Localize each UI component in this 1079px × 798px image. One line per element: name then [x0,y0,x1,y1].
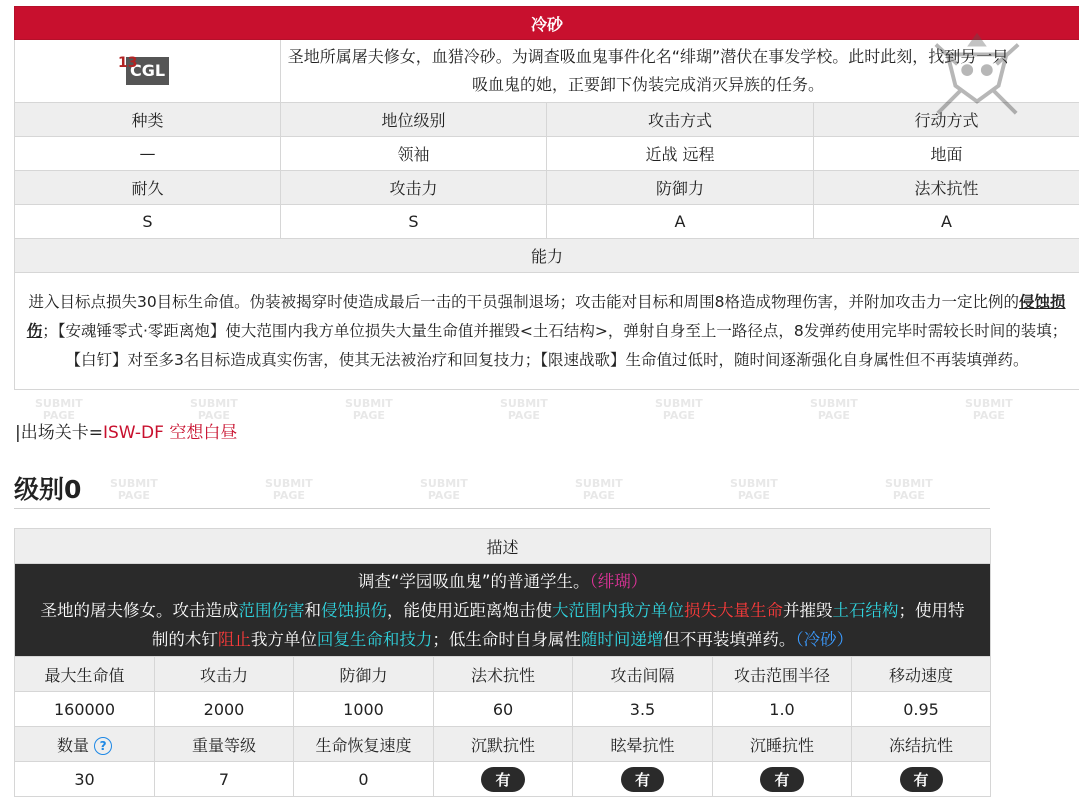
enemy-portrait-cell [15,40,281,103]
value-count: 30 [15,762,155,797]
header-hp-regen: 生命恢复速度 [294,727,434,762]
level-stats-table [14,528,991,797]
enemy-code-text: CGL [129,61,166,80]
header-silence-res: 沉默抗性 [434,727,573,762]
watermark: SUBMIT PAGE [730,477,778,502]
header-attack-interval: 攻击间隔 [573,657,713,692]
value-freeze-res [852,762,991,797]
stage-label: |出场关卡= [15,423,103,443]
description-text: 并摧毁 [783,600,833,620]
keyword-highlight: 侵蚀损伤 [321,600,388,620]
enemy-name-header: 冷砂 [15,7,1079,40]
watermark: SUBMIT PAGE [655,397,703,422]
value-defense: 1000 [294,692,434,727]
value-max-hp: 160000 [15,692,155,727]
keyword-highlight: 大范围内我方单位 [552,600,685,620]
question-circle-icon[interactable]: ? [94,737,112,755]
info-value-movement: 地面 [814,137,1079,171]
info-header-type: 种类 [15,103,281,137]
enemy-level-number: 13 [117,55,138,71]
keyword-highlight: 土石结构 [832,600,899,620]
header-sleep-res: 沉睡抗性 [713,727,852,762]
watermark: SUBMIT PAGE [965,397,1013,422]
description-text: 我方单位 [250,629,317,649]
description-text: 和 [304,600,322,620]
stat-header-endurance: 耐久 [15,171,281,205]
header-weight: 重量等级 [155,727,294,762]
immune-badge: 有 [760,767,803,792]
stat-value-endurance: S [15,205,281,239]
value-move-speed: 0.95 [852,692,991,727]
keyword-highlight: 范围伤害 [238,600,305,620]
watermark: SUBMIT PAGE [885,477,933,502]
alias-tag: （冷砂） [795,629,854,649]
immune-badge: 有 [481,767,524,792]
header-range: 攻击范围半径 [713,657,852,692]
count-label: 数量 [56,735,89,755]
stage-link[interactable]: ISW-DF 空想白昼 [102,423,238,443]
keyword-highlight: 回复生命和技力 [316,629,433,649]
immune-badge: 有 [900,767,943,792]
watermark: SUBMIT PAGE [420,477,468,502]
watermark: SUBMIT PAGE [265,477,313,502]
info-header-attack-type: 攻击方式 [547,103,814,137]
alias-tag: （绯瑚） [589,571,648,591]
keyword-highlight: 随时间递增 [580,629,664,649]
watermark: SUBMIT PAGE [35,397,83,422]
enemy-code-badge [117,55,169,85]
enemy-description: 圣地所属屠夫修女，血猎冷砂。为调查吸血鬼事件化名“绯瑚”潜伏在事发学校。此时此刻，找到另一只吸血鬼的她，正要卸下伪装完成消灭异族的任务。 [281,40,1079,103]
header-move-speed: 移动速度 [852,657,991,692]
header-res: 法术抗性 [434,657,573,692]
description-text: 调查“学园吸血鬼”的普通学生。 [357,571,590,591]
stage-line [15,418,237,443]
stat-header-defense: 防御力 [547,171,814,205]
watermark: SUBMIT PAGE [190,397,238,422]
value-hp-regen: 0 [294,762,434,797]
faction-logo-icon [928,24,1026,124]
header-freeze-res: 冻结抗性 [852,727,991,762]
watermark: SUBMIT PAGE [575,477,623,502]
value-stun-res [573,762,713,797]
description-text: 但不再装填弹药。 [663,629,796,649]
level-description [15,564,991,657]
info-value-rank: 领袖 [281,137,547,171]
stat-header-res: 法术抗性 [814,171,1079,205]
info-value-type: — [15,137,281,171]
stat-value-defense: A [547,205,814,239]
heading-divider [14,508,990,509]
ability-text [15,273,1079,390]
header-count [15,727,155,762]
description-line-1 [35,567,970,596]
erosion-damage-link[interactable]: 侵蚀损伤 [26,292,1066,340]
header-defense: 防御力 [294,657,434,692]
keyword-warning: 损失大量生命 [684,600,784,620]
value-silence-res [434,762,573,797]
value-res: 60 [434,692,573,727]
immune-badge: 有 [621,767,664,792]
value-attack-interval: 3.5 [573,692,713,727]
ability-header: 能力 [15,239,1079,273]
info-header-movement: 行动方式 [814,103,1079,137]
description-text: ，能使用近距离炮击使 [387,600,553,620]
header-attack: 攻击力 [155,657,294,692]
value-attack: 2000 [155,692,294,727]
value-sleep-res [713,762,852,797]
stat-header-attack: 攻击力 [281,171,547,205]
value-weight: 7 [155,762,294,797]
enemy-info-table [14,6,1079,390]
stat-value-attack: S [281,205,547,239]
ability-text-part: 进入目标点损失30目标生命值。伪装被揭穿时使造成最后一击的干员强制退场；攻击能对目标和周围8格造成物理伤害，并附加攻击力一定比例的 [28,292,1020,311]
level-heading: 级别0 [14,475,82,504]
watermark: SUBMIT PAGE [500,397,548,422]
description-header: 描述 [15,529,991,564]
header-stun-res: 眩晕抗性 [573,727,713,762]
info-value-attack-type: 近战 远程 [547,137,814,171]
info-header-rank: 地位级别 [281,103,547,137]
watermark: SUBMIT PAGE [345,397,393,422]
value-range: 1.0 [713,692,852,727]
description-text: ；使用特制的木钉 [151,600,965,649]
ability-text-part: ；【安魂锤零式·零距离炮】使大范围内我方单位损失大量生命值并摧毁<土石结构>，弹射自身至上一路径点，8发弹药使用完毕时需较长时间的装填；【白钉】对至多3名目标造成真实伤害，使其无法被治疗和回复技力；【限速战歌】生命值过低时，随时间逐渐强化自身属性但不再装填弹药。 [42,321,1068,369]
keyword-warning: 阻止 [217,629,251,649]
description-line-2 [35,596,970,654]
watermark: SUBMIT PAGE [810,397,858,422]
header-max-hp: 最大生命值 [15,657,155,692]
description-text: ；低生命时自身属性 [432,629,581,649]
description-text: 圣地的屠夫修女。攻击造成 [40,600,239,620]
watermark: SUBMIT PAGE [110,477,158,502]
stat-value-res: A [814,205,1079,239]
